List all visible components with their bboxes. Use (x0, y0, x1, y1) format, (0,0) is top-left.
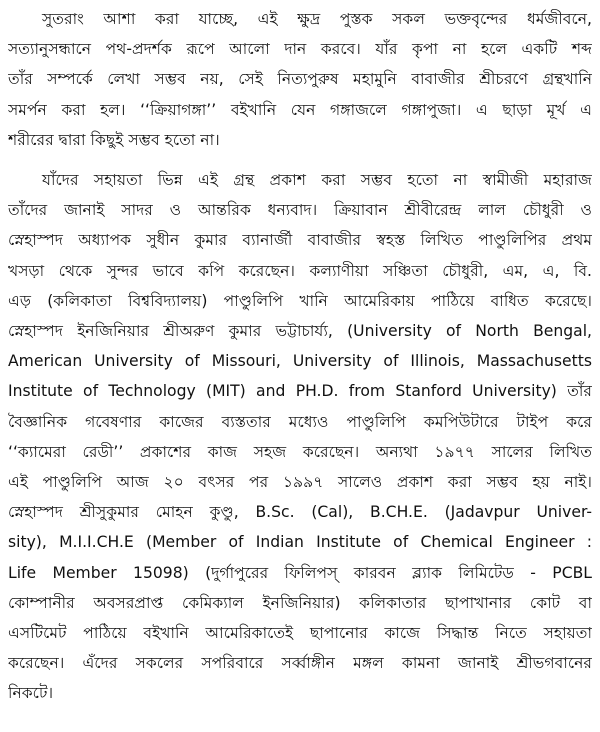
text-line: নিকটে। (8, 684, 54, 703)
text-line: সত্যানুসন্ধানে পথ-প্রদর্শক রূপে আলো দান করবে। যাঁর কৃপা না হলে একটি শব্দ (8, 40, 592, 59)
text-line: American University of Missouri, University of Illinois, Massachusetts (8, 352, 592, 371)
text-line: করেছেন। এঁদের সকলের সপরিবারে সর্ব্বাঙ্গীন মঙ্গল কামনা জানাই শ্রীভগবানের (8, 654, 592, 673)
text-line: এসটিমেট পাঠিয়ে বইখানি আমেরিকাতেই ছাপানোর কাজে সিদ্ধান্ত নিতে সহায়তা (8, 624, 592, 643)
text-line: শরীরের দ্বারা কিছুই সম্ভব হতো না। (8, 130, 220, 149)
text-line: স্নেহাস্পদ শ্রীসুকুমার মোহন কুণ্ডু, B.Sc. (Cal), B.CH.E. (Jadavpur Univer- (8, 503, 592, 522)
text-line: যাঁদের সহায়তা ভিন্ন এই গ্রন্থ প্রকাশ করা সম্ভব হতো না স্বামীজী মহারাজ (42, 171, 592, 190)
text-line: বৈজ্ঞানিক গবেষণার কাজের ব্যস্ততার মধ্যেও পাণ্ডুলিপি কমপিউটারে টাইপ করে (8, 412, 592, 431)
text-line: সমর্পন করা হল। ‘‘ক্রিয়াগঙ্গা’’ বইখানি যেন গঙ্গাজলে গঙ্গাপুজা। এ ছাড়া মূর্খ এ (8, 100, 592, 119)
text-line: Life Member 15098) (দুর্গাপুরের ফিলিপস্ কারবন ব্ল্যাক লিমিটেড - PCBL (8, 563, 592, 582)
text-line: কোম্পানীর অবসরপ্রাপ্ত কেমিক্যাল ইনজিনিয়ার) কলিকাতার ছাপাখানার কোট বা (8, 593, 592, 612)
text-line: খসড়া থেকে সুন্দর ভাবে কপি করেছেন। কল্যাণীয়া সঞ্চিতা চৌধুরী, এম, এ, বি. (8, 261, 592, 280)
paragraph-dedication (8, 4, 592, 155)
paragraph-gap (8, 155, 592, 165)
text-line: এই পাণ্ডুলিপি আজ ২০ বৎসর পর ১৯৯৭ সালেও প্রকাশ করা সম্ভব হয় নাই। (8, 473, 592, 492)
text-line: Institute of Technology (MIT) and PH.D. from Stanford University) তাঁর (8, 382, 592, 401)
text-line: সুতরাং আশা করা যাচ্ছে, এই ক্ষুদ্র পুস্তক সকল ভক্তবৃন্দের ধর্মজীবনে, (42, 10, 592, 28)
text-line: তাঁর সম্পর্কে লেখা সম্ভব নয়, সেই নিত্যপুরুষ মহামুনি বাবাজীর শ্রীচরণে গ্রন্থখানি (8, 70, 592, 89)
text-line: sity), M.I.I.CH.E (Member of Indian Institute of Chemical Engineer : (8, 533, 592, 552)
paragraph-acknowledgements (8, 165, 592, 709)
text-line: স্নেহাস্পদ অধ্যাপক সুধীন কুমার ব্যানার্জী বাবাজীর স্বহস্ত লিখিত পাণ্ডুলিপির প্রথম (8, 231, 592, 250)
text-line: এড় (কলিকাতা বিশ্ববিদ্যালয়) পাণ্ডুলিপি খানি আমেরিকায় পাঠিয়ে বাধিত করেছে। (8, 291, 592, 310)
document-page (8, 4, 592, 728)
text-line: স্নেহাস্পদ ইনজিনিয়ার শ্রীঅরুণ কুমার ভট্টাচার্য্য, (University of North Bengal, (8, 322, 592, 341)
text-line: ‘‘ক্যামেরা রেডী’’ প্রকাশের কাজ সহজ করেছেন। অন্যথা ১৯৭৭ সালের লিখিত (8, 442, 592, 461)
text-line: তাঁদের জানাই সাদর ও আন্তরিক ধন্যবাদ। ক্রিয়াবান শ্রীবীরেন্দ্র লাল চৌধুরী ও (8, 201, 592, 220)
